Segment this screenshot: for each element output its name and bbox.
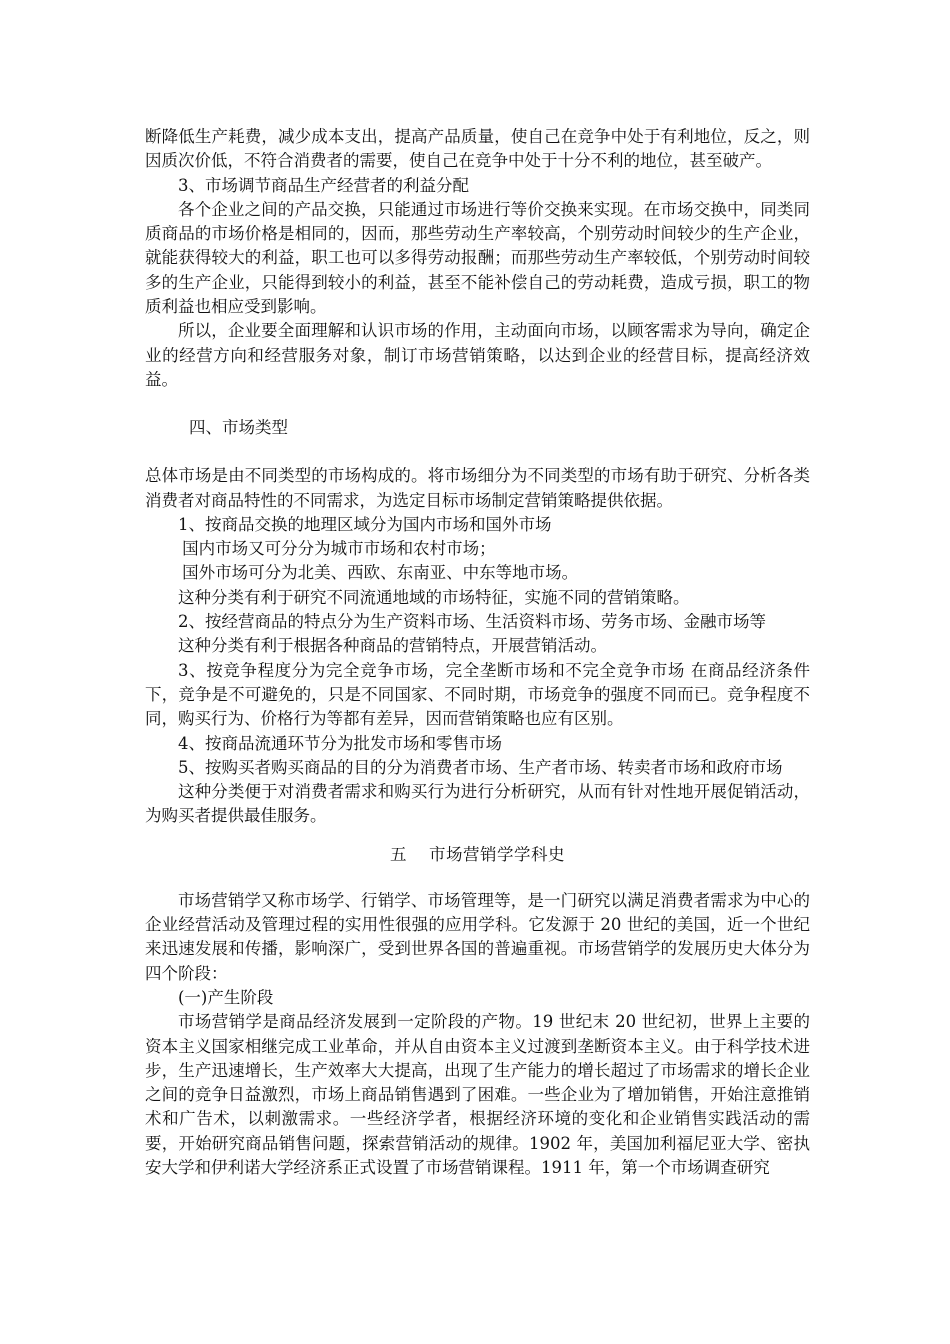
subheading-interest-distribution: 3、市场调节商品生产经营者的利益分配	[178, 175, 469, 195]
paragraph-conclusion: 所以，企业要全面理解和认识市场的作用，主动面向市场，以顾客需求为导向，确定企业的经营方向和经营服务对象，制订市场营销策略，以达到企业的经营目标，提高经济效益。	[145, 321, 810, 389]
paragraph-emergence-stage: 市场营销学是商品经济发展到一定阶段的产物。19 世纪末 20 世纪初，世界上主要的资本主义国家相继完成工业革命，并从自由资本主义过渡到垄断资本主义。由于科学技术进步，生产迅速增长，生产效率大大提高，出现了生产能力的增长超过了市场需求的增长企业之间的竞争日益激烈，市场上商品销售遇到了困难。一些企业为了增加销售，开始注意推销术和广告术，以刺激需求。一些经济学者，根据经济环境的变化和企业销售实践活动的需要，开始研究商品销售问题，探索营销活动的规律。1902 年，美国加利福尼亚大学、密执安大学和伊利诺大学经济系正式设置了市场营销课程。1911 年，第一个市场调查研究	[145, 1012, 810, 1177]
section-heading-marketing-history	[145, 843, 810, 867]
paragraph-commodity-benefit: 这种分类有利于根据各种商品的营销特点，开展营销活动。	[178, 636, 607, 656]
paragraph-purchase-benefit: 这种分类便于对消费者需求和购买行为进行分析研究，从而有针对性地开展促销活动，为购买者提供最佳服务。	[145, 782, 810, 826]
list-item-competition: 3、按竞争程度分为完全竞争市场，完全垄断市场和不完全竞争市场 在商品经济条件下，竞争是不可避免的，只是不同国家、不同时期，市场竞争的强度不同而已。竞争程度不同，购买行为、价格行为等都有差异，因而营销策略也应有区别。	[145, 660, 810, 729]
list-item-commodity-type: 2、按经营商品的特点分为生产资料市场、生活资料市场、劳务市场、金融市场等	[178, 612, 766, 632]
paragraph-equal-exchange: 各个企业之间的产品交换，只能通过市场进行等价交换来实现。在市场交换中，同类同质商品的市场价格是相同的，因而，那些劳动生产率较高，个别劳动时间较少的生产企业，就能获得较大的利益，职工也可以多得劳动报酬；而那些劳动生产率较低，个别劳动时间较多的生产企业，只能得到较小的利益，甚至不能补偿自己的劳动耗费，造成亏损，职工的物质利益也相应受到影响。	[145, 199, 810, 317]
section-heading-number: 五	[390, 844, 407, 864]
section-heading-market-types: 四、市场类型	[189, 418, 288, 438]
section-heading-title: 市场营销学学科史	[429, 844, 565, 864]
list-item-geographic: 1、按商品交换的地理区域分为国内市场和国外市场	[178, 514, 552, 534]
document-page	[145, 125, 810, 1180]
paragraph-marketing-intro: 市场营销学又称市场学、行销学、市场管理等，是一门研究以满足消费者需求为中心的企业经营活动及管理过程的实用性很强的应用学科。它发源于 20 世纪的美国，近一个世纪来迅速发展和传播，影响深广，受到世界各国的普遍重视。市场营销学的发展历史大体分为四个阶段：	[145, 890, 810, 983]
subheading-emergence-stage: (一)产生阶段	[178, 987, 274, 1007]
paragraph-geographic-benefit: 这种分类有利于研究不同流通地域的市场特征，实施不同的营销策略。	[178, 587, 690, 607]
list-item-purchase-purpose: 5、按购买者购买商品的目的分为消费者市场、生产者市场、转卖者市场和政府市场	[178, 757, 783, 777]
paragraph-foreign-market: 国外市场可分为北美、西欧、东南亚、中东等地市场。	[182, 563, 579, 583]
list-item-circulation: 4、按商品流通环节分为批发市场和零售市场	[178, 733, 502, 753]
paragraph-domestic-market: 国内市场又可分分为城市市场和农村市场；	[182, 539, 496, 559]
paragraph-market-composition: 总体市场是由不同类型的市场构成的。将市场细分为不同类型的市场有助于研究、分析各类消费者对商品特性的不同需求，为选定目标市场制定营销策略提供依据。	[145, 466, 810, 510]
paragraph-cost-reduction: 断降低生产耗费，减少成本支出，提高产品质量，使自己在竞争中处于有利地位，反之，则因质次价低，不符合消费者的需要，使自己在竞争中处于十分不利的地位，甚至破产。	[145, 127, 810, 171]
